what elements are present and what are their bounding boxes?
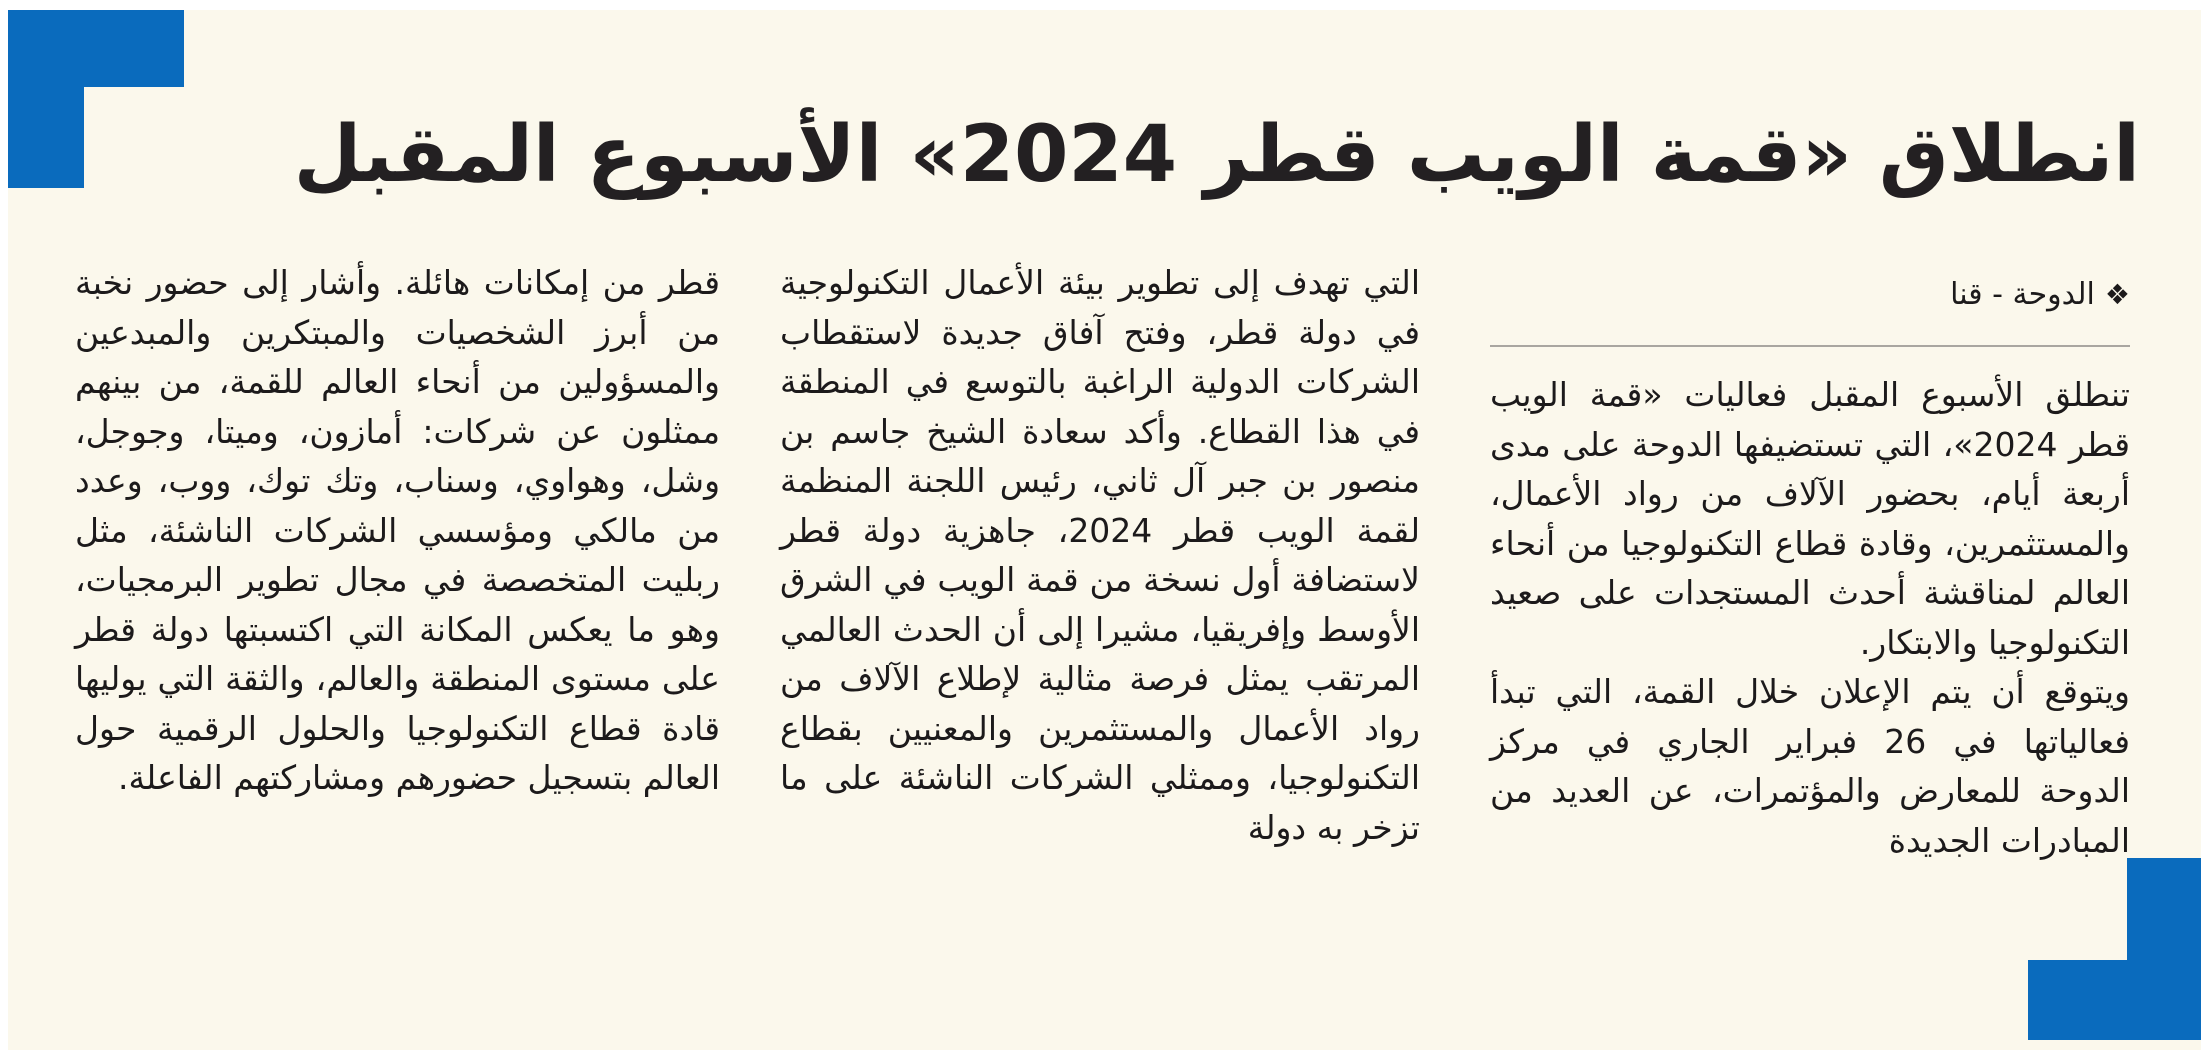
byline-divider [1490, 345, 2130, 347]
article-column-right [1490, 370, 2130, 865]
article-column-middle [780, 258, 1420, 852]
paragraph-left: قطر من إمكانات هائلة. وأشار إلى حضور نخبة من أبرز الشخصيات والمبتكرين والمبدعين والمسؤولين من أنحاء العالم للقمة، من بينهم ممثلون عن شركات: أمازون، وميتا، وجوجل، وشل، وهواوي، وسناب، وتك توك، ووب، وعدد من مالكي ومؤسسي الشركات الناشئة، مثل ربليت المتخصصة في مجال تطوير البرمجيات، وهو ما يعكس المكانة التي اكتسبتها دولة قطر على مستوى المنطقة والعالم، والثقة التي يوليها قادة قطاع التكنولوجيا والحلول الرقمية حول العالم بتسجيل حضورهم ومشاركتهم الفاعلة. [75, 263, 720, 797]
byline [1490, 270, 2130, 320]
paragraph-intro: تنطلق الأسبوع المقبل فعاليات «قمة الويب قطر 2024»، التي تستضيفها الدوحة على مدى أربعة أيام، بحضور الآلاف من رواد الأعمال، والمستثمرين، وقادة قطاع التكنولوجيا من أنحاء العالم لمناقشة أحدث المستجدات على صعيد التكنولوجيا والابتكار. [1490, 375, 2130, 662]
paragraph-second: ويتوقع أن يتم الإعلان خلال القمة، التي تبدأ فعالياتها في 26 فبراير الجاري في مركز الدوحة للمعارض والمؤتمرات، عن العديد من المبادرات الجديدة [1490, 672, 2131, 860]
paragraph-middle: التي تهدف إلى تطوير بيئة الأعمال التكنولوجية في دولة قطر، وفتح آفاق جديدة لاستقطاب الشركات الدولية الراغبة بالتوسع في المنطقة في هذا القطاع. وأكد سعادة الشيخ جاسم بن منصور بن جبر آل ثاني، رئيس اللجنة المنظمة لقمة الويب قطر 2024، جاهزية دولة قطر لاستضافة أول نسخة من قمة الويب في الشرق الأوسط وإفريقيا، مشيرا إلى أن الحدث العالمي المرتقب يمثل فرصة مثالية لإطلاع الآلاف من رواد الأعمال والمستثمرين والمعنيين بقطاع التكنولوجيا، وممثلي الشركات الناشئة على ما تزخر به دولة [780, 263, 1421, 847]
article-headline: انطلاق «قمة الويب قطر 2024» الأسبوع المقبل [293, 110, 2140, 200]
diamond-bullet-icon: ❖ [2104, 278, 2130, 311]
article-column-left [75, 258, 720, 803]
byline-text: الدوحة - قنا [1950, 277, 2095, 312]
corner-bracket-bottom-right-vertical [2127, 858, 2201, 1040]
corner-bracket-top-left-vertical [8, 10, 84, 188]
